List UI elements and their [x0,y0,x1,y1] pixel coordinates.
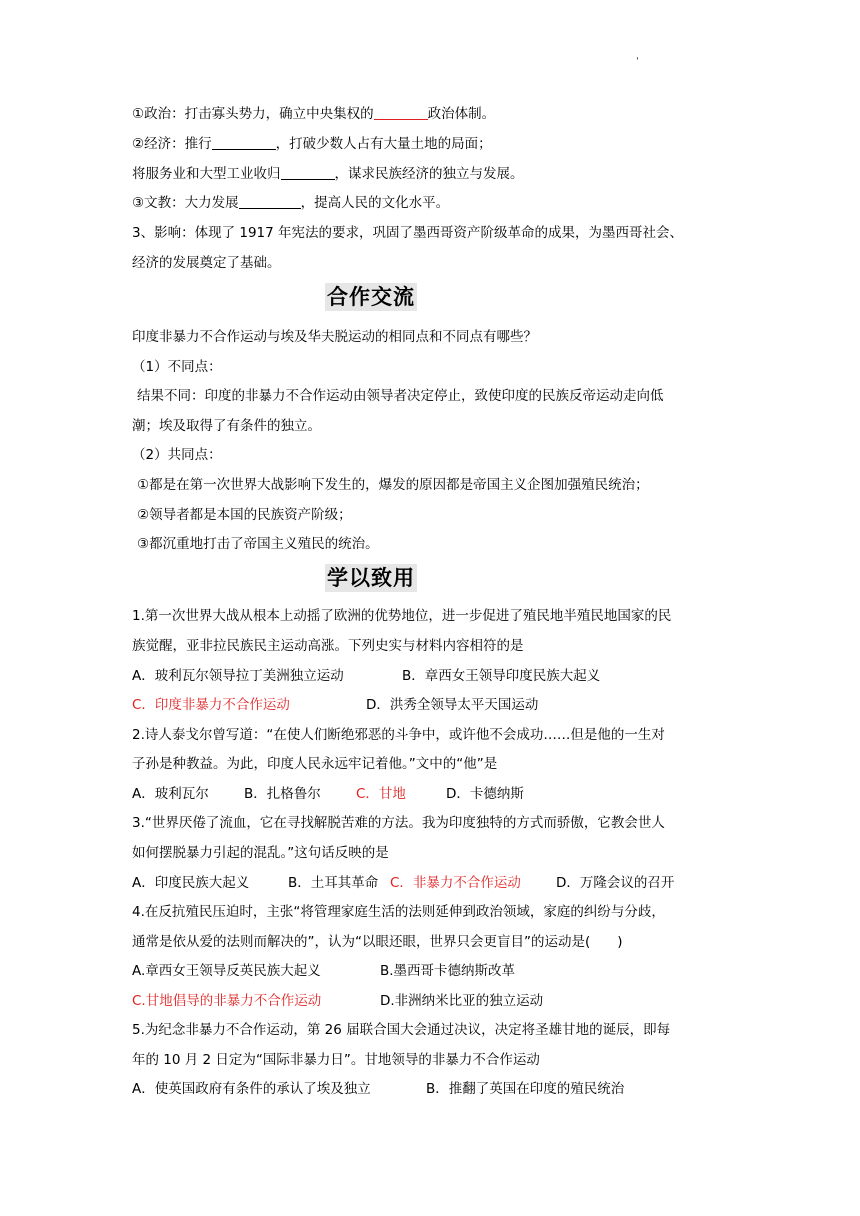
q5-stem-line2: 年的 10 月 2 日定为“国际非暴力日”。甘地领导的非暴力不合作运动 [132,1052,540,1068]
q3-option-c-answer: C．非暴力不合作运动 [390,875,521,891]
reform-impact-line2: 经济的发展奠定了基础。 [132,255,281,271]
q4-option-a: A.章西女王领导反英民族大起义 [132,963,321,979]
reform-nationalize: 将服务业和大型工业收归 ，谋求民族经济的独立与发展。 [132,166,524,182]
q1-stem-line2: 族觉醒，亚非拉民族民主运动高涨。下列史实与材料内容相符的是 [132,638,524,654]
fill-blank [281,165,335,180]
diff-line1: 结果不同：印度的非暴力不合作运动由领导者决定停止，致使印度的民族反帝运动走向低 [137,388,664,404]
q4-option-c-answer: C.甘地倡导的非暴力不合作运动 [132,993,322,1009]
cooperation-question: 印度非暴力不合作运动与埃及华夫脱运动的相同点和不同点有哪些？ [132,329,537,345]
q1-option-d: D．洪秀全领导太平天国运动 [366,697,539,713]
q3-option-a: A．印度民族大起义 [132,875,250,891]
q5-stem-line1: 5.为纪念非暴力不合作运动，第 26 届联合国大会通过决议，决定将圣雄甘地的诞辰，即每 [132,1022,671,1038]
q1-option-a: A．玻利瓦尔领导拉丁美洲独立运动 [132,668,344,684]
q3-stem-line2: 如何摆脱暴力引起的混乱。”这句话反映的是 [132,845,389,861]
reform-economy: ②经济：推行 ，打破少数人占有大量土地的局面； [132,136,492,152]
reform-politics: ①政治：打击寡头势力，确立中央集权的 政治体制。 [132,106,496,122]
diff-line2: 潮；埃及取得了有条件的独立。 [132,418,321,434]
same-label: （2）共同点： [132,447,222,463]
corner-mark: ' [636,56,639,67]
q1-stem-line1: 1.第一次世界大战从根本上动摇了欧洲的优势地位，进一步促进了殖民地半殖民地国家的民 [132,608,672,624]
q4-option-d: D.非洲纳米比亚的独立运动 [380,993,544,1009]
q4-stem-line2: 通常是依从爱的法则而解决的”，认为“以眼还眼，世界只会更盲目”的运动是( ) [132,934,623,950]
reform-culture: ③文教：大力发展 ，提高人民的文化水平。 [132,195,450,211]
q4-option-b: B.墨西哥卡德纳斯改革 [380,963,516,979]
diff-label: （1）不同点： [132,359,222,375]
section-heading-cooperation: 合作交流 [327,285,415,309]
same-point2: ②领导者都是本国的民族资产阶级； [137,507,352,523]
section-heading-practice: 学以致用 [327,566,415,590]
fill-blank [239,194,301,209]
q1-option-c-answer: C．印度非暴力不合作运动 [132,697,290,713]
reform-impact-line1: 3、影响：体现了 1917 年宪法的要求，巩固了墨西哥资产阶级革命的成果，为墨西哥社会、 [132,225,684,241]
q1-option-b: B．章西女王领导印度民族大起义 [402,668,601,684]
q3-stem-line1: 3.“世界厌倦了流血，它在寻找解脱苦难的方法。我为印度独特的方式而骄傲，它教会世人 [132,815,665,831]
fill-blank [374,105,428,120]
q2-option-d: D．卡德纳斯 [446,786,524,802]
q2-stem-line1: 2.诗人泰戈尔曾写道：“在使人们断绝邪恶的斗争中，或许他不会成功……但是他的一生对 [132,727,665,743]
q2-stem-line2: 子孙是种教益。为此，印度人民永远牢记着他。”文中的“他”是 [132,756,498,772]
same-point3: ③都沉重地打击了帝国主义殖民的统治。 [137,536,379,552]
q5-option-b: B．推翻了英国在印度的殖民统治 [426,1081,625,1097]
q3-option-b: B．土耳其革命 [288,875,379,891]
q3-option-d: D．万隆会议的召开 [556,875,675,891]
q2-option-c-answer: C．甘地 [356,786,406,802]
q2-option-a: A．玻利瓦尔 [132,786,209,802]
q4-stem-line1: 4.在反抗殖民压迫时，主张“将管理家庭生活的法则延伸到政治领域，家庭的纠纷与分歧， [132,904,665,920]
q5-option-a: A．使英国政府有条件的承认了埃及独立 [132,1081,371,1097]
q2-option-b: B．扎格鲁尔 [244,786,321,802]
fill-blank [212,135,276,150]
same-point1: ①都是在第一次世界大战影响下发生的，爆发的原因都是帝国主义企图加强殖民统治； [137,477,649,493]
